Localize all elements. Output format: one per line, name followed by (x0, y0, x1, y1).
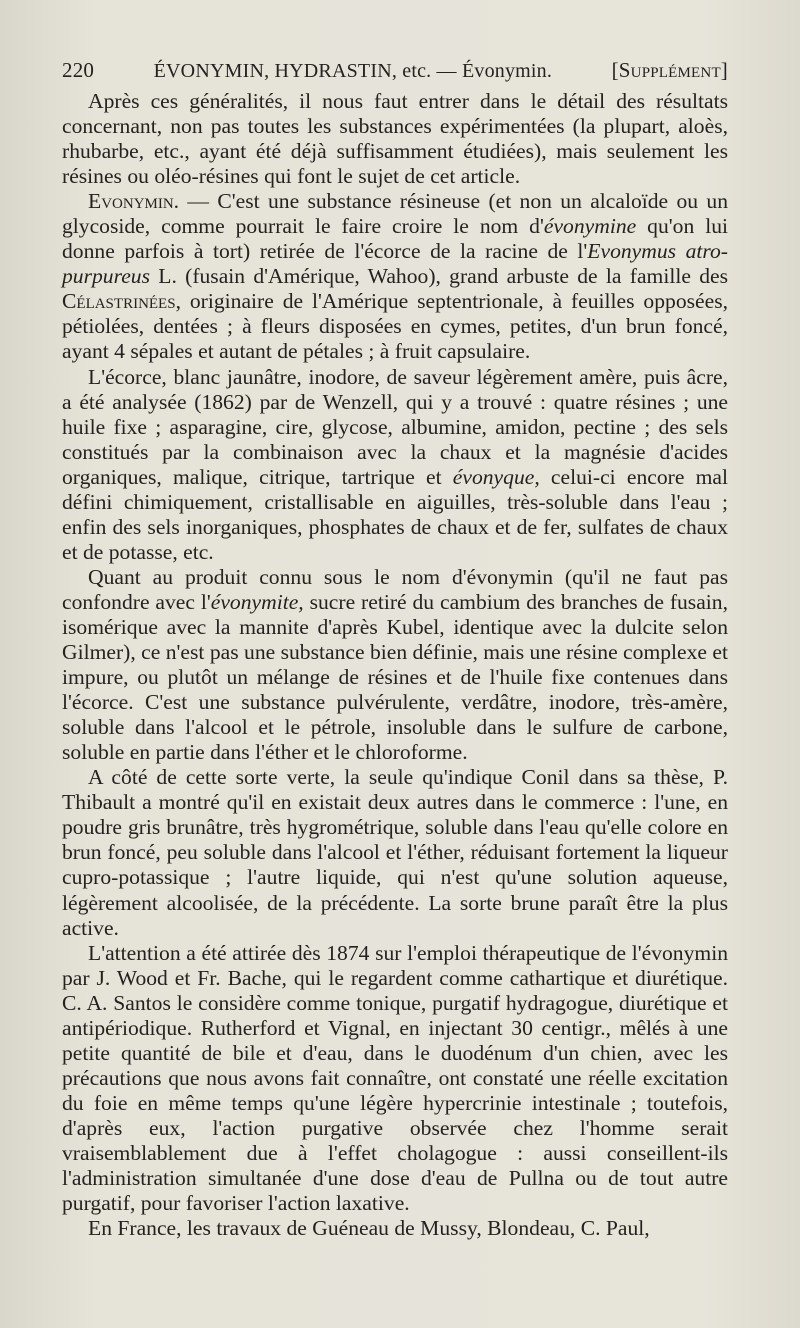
paragraph-6: L'attention a été attirée dès 1874 sur l'emploi thérapeutique de l'évonymin par J. Wood et Fr. Bache, qui le regardent comme cathartique et diurétique. C. A. Santos le considère comme tonique, purgatif hydragogue, diurétique et antipériodique. Rutherford et Vignal, en injectant 30 centigr., mêlés à une petite quantité de bile et d'eau, dans le duodénum d'un chien, avec les précautions que nous avons fait connaître, ont constaté une réelle excitation du foie en même temps qu'une légère hypercrinie intestinale ; toutefois, d'après eux, l'action purgative observée chez l'homme serait vraisemblablement due à l'effet cholagogue : aussi conseillent-ils l'administration simultanée d'une dose d'eau de Pullna ou de tout autre purgatif, pour favoriser l'action laxative. (62, 940, 728, 1216)
paragraph-text: L'écorce, blanc jaunâtre, inodore, de saveur légèrement amère, puis âcre, a été analysée (1862) par de Wenzell, qui y a trouvé : quatre résines ; une huile fixe ; asparagine, cire, glycose, albumine, amidon, pectine ; des sels constitués par la combinaison avec la chaux et la magnésie d'acides organiques, malique, citrique, tartrique et (62, 364, 728, 489)
italic-term: évonymine (543, 214, 637, 239)
family-name: Célastrinées (62, 289, 176, 314)
paragraph-text: — C'est une substance résineuse (et non un alcaloïde ou un glycoside, comme pourrait le faire croire le nom d' (62, 189, 728, 239)
italic-species-name: Evonymus atro-purpureus (62, 239, 728, 289)
italic-term: évonyque, (452, 464, 540, 489)
body-text (62, 89, 728, 1241)
running-title: ÉVONYMIN, HYDRASTIN, etc. — Évonymin. (153, 60, 553, 82)
paragraph-text: sucre retiré du cambium des branches de fusain, isomérique avec la mannite d'après Kubel, identique avec la dulcite selon Gilmer), ce n'est pas une substance bien définie, mais une résine complexe et impure, ou plutôt un mélange de résines et de l'huile fixe contenues dans l'écorce. C'est une substance pulvérulente, verdâtre, inodore, très-amère, soluble dans l'alcool et le pétrole, insoluble dans le sulfure de carbone, soluble en partie dans l'éther et le chloroforme. (62, 589, 728, 765)
section-heading-evonymin: Evonymin. (88, 189, 180, 214)
paragraph-1: Après ces généralités, il nous faut entrer dans le détail des résultats concernant, non pas toutes les substances expérimentées (la plupart, aloès, rhubarbe, etc., ayant été déjà suffisamment étudiées), mais seulement les résines ou oléo-résines qui font le sujet de cet article. (62, 89, 728, 189)
italic-term: évonymite, (210, 589, 304, 614)
running-header (62, 58, 728, 88)
paragraph-3 (62, 365, 728, 565)
page-number: 220 (62, 58, 95, 82)
paragraph-text: qu'on lui donne parfois à tort) retirée de l'écorce de la racine de l' (62, 214, 728, 264)
paragraph-evonymin (62, 189, 728, 364)
paragraph-text: , originaire de l'Amérique septentrionale, à feuilles opposées, pétiolées, dentées ; à fleurs disposées en cymes, petites, d'un brun foncé, ayant 4 sépales et autant de pétales ; à fruit capsulaire. (62, 289, 728, 364)
paragraph-7: En France, les travaux de Guéneau de Mussy, Blondeau, C. Paul, (88, 1216, 650, 1241)
paragraph-4 (62, 565, 728, 765)
paragraph-text: celui-ci encore mal défini chimiquement, cristallisable en aiguilles, très-soluble dans l'eau ; enfin des sels inorganiques, phosphates de chaux et de fer, sulfates de chaux et de potasse, etc. (62, 464, 728, 564)
paragraph-text: L. (fusain d'Amérique, Wahoo), grand arbuste de la famille des (149, 264, 728, 289)
section-label: [Supplément] (611, 58, 728, 82)
paragraph-text: Quant au produit connu sous le nom d'évonymin (qu'il ne faut pas confondre avec l' (62, 564, 728, 614)
paragraph-5: A côté de cette sorte verte, la seule qu'indique Conil dans sa thèse, P. Thibault a montré qu'il en existait deux autres dans le commerce : l'une, en poudre gris brunâtre, très hygrométrique, soluble dans l'eau qu'elle colore en brun foncé, peu soluble dans l'alcool et l'éther, réduisant fortement la liqueur cupro-potassique ; l'autre liquide, qui n'est qu'une solution aqueuse, légèrement alcoolisée, de la précédente. La sorte brune paraît être la plus active. (62, 765, 728, 940)
